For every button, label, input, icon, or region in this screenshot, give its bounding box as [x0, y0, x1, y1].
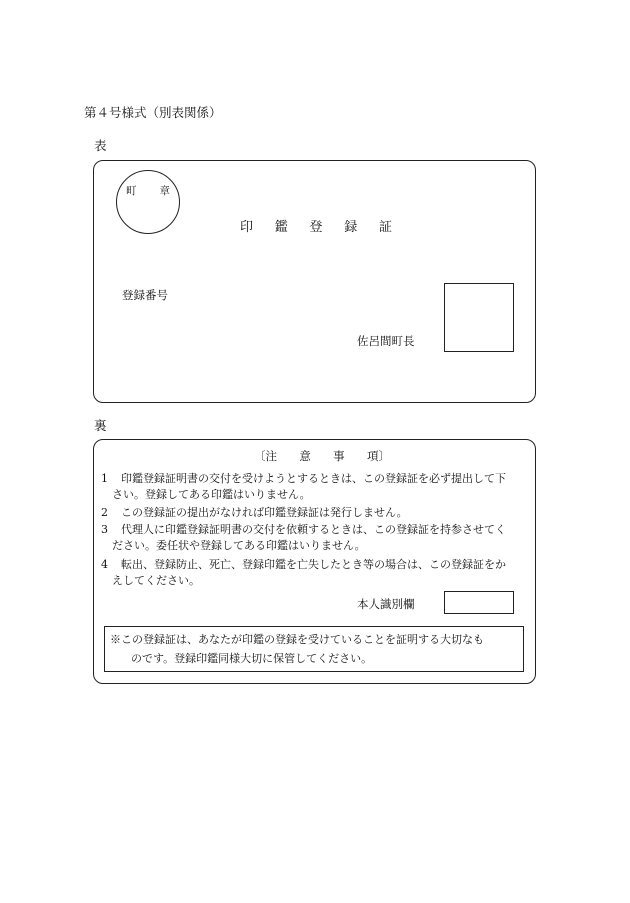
notes-heading-char: 事 [333, 449, 345, 463]
card-title [240, 216, 392, 235]
note-text-line1: この登録証の提出がなければ印鑑登録証は発行しません。 [121, 506, 408, 519]
issuer-label: 佐呂間町長 [357, 334, 415, 348]
note-number: 4 [101, 558, 108, 571]
town-seal-text [126, 183, 170, 198]
card-title-char: 鑑 [274, 220, 288, 235]
card-title-char: 登 [309, 220, 323, 235]
notes-heading-char: 意 [299, 449, 311, 463]
card-title-char: 録 [344, 220, 358, 235]
warning-line1: ※この登録証は、あなたが印鑑の登録を受けていることを証明する大切なも [110, 633, 484, 646]
official-stamp-box [444, 283, 514, 352]
note-text-line2: えしてください。 [112, 573, 200, 587]
note-number: 1 [101, 472, 108, 485]
note-text-line2: ださい。委任状や登録してある印鑑はいりません。 [112, 538, 366, 552]
warning-line2: のです。登録印鑑同様大切に保管してください。 [131, 652, 373, 665]
town-seal-circle [116, 170, 180, 234]
note-item [101, 557, 531, 588]
note-text-line1: 代理人に印鑑登録証明書の交付を依頼するときは、この登録証を持参させてく [121, 523, 506, 536]
note-item [101, 522, 531, 553]
registration-number-label: 登録番号 [122, 288, 168, 302]
self-identification-label: 本人識別欄 [357, 597, 415, 611]
seal-char: 章 [159, 185, 170, 197]
seal-char: 町 [126, 185, 137, 197]
card-title-char: 印 [240, 220, 254, 235]
back-side-label: 裏 [94, 418, 107, 433]
card-title-char: 証 [378, 220, 392, 235]
note-item [101, 471, 531, 502]
note-item [101, 505, 531, 521]
note-text-line2: さい。登録してある印鑑はいりません。 [112, 487, 311, 501]
note-number: 3 [101, 523, 108, 536]
note-number: 2 [101, 506, 108, 519]
warning-text [110, 630, 520, 668]
note-text-line1: 印鑑登録証明書の交付を受けようとするときは、この登録証を必ず提出して下 [121, 472, 506, 485]
notes-heading-char: 〔注 [254, 449, 277, 463]
notes-heading [254, 448, 390, 464]
note-text-line1: 転出、登録防止、死亡、登録印鑑を亡失したとき等の場合は、この登録証をか [121, 558, 506, 571]
form-title: 第４号様式（別表関係） [84, 105, 222, 120]
front-side-label: 表 [94, 138, 107, 153]
notes-heading-char: 項〕 [366, 449, 390, 463]
self-identification-box [444, 591, 514, 614]
